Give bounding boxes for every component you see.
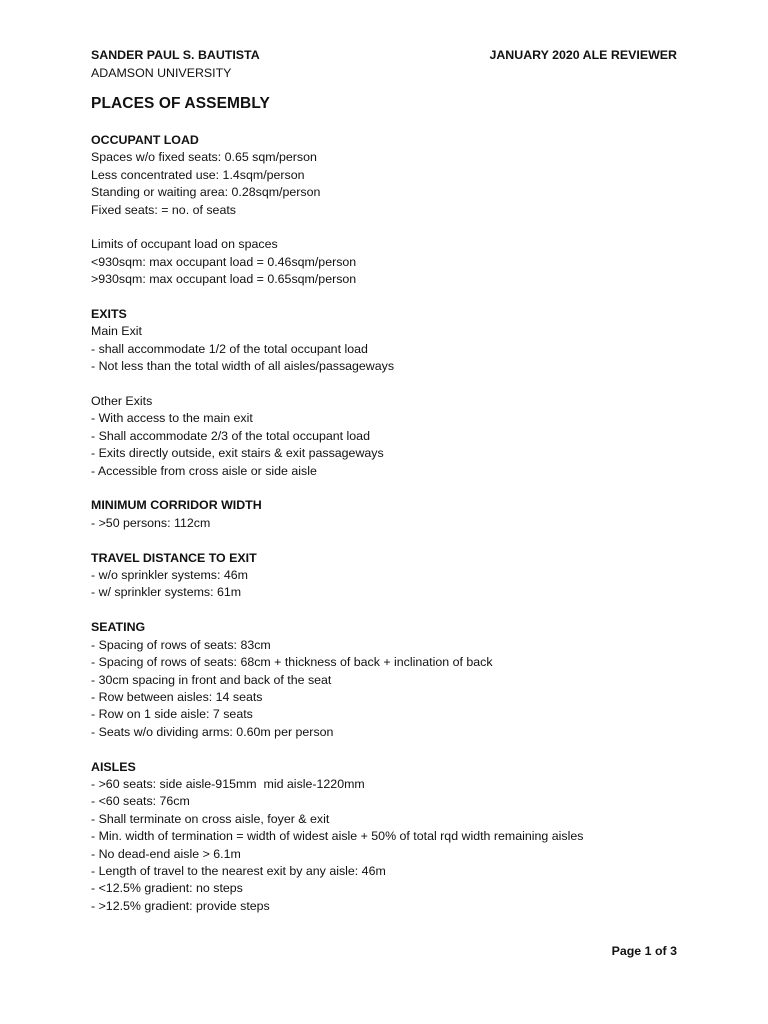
- page-number: Page 1 of 3: [611, 944, 677, 958]
- text-line: - Not less than the total width of all aisles/passageways: [91, 359, 395, 374]
- text-line: - Seats w/o dividing arms: 0.60m per person: [91, 724, 334, 739]
- text-line: Standing or waiting area: 0.28sqm/person: [91, 185, 321, 200]
- text-line: - Row between aisles: 14 seats: [91, 689, 263, 704]
- text-line: - Spacing of rows of seats: 68cm + thickness of back + inclination of back: [91, 655, 493, 670]
- text-line: - 30cm spacing in front and back of the seat: [91, 672, 332, 687]
- text-line: Spaces w/o fixed seats: 0.65 sqm/person: [91, 150, 317, 165]
- section-heading: SEATING: [91, 620, 146, 635]
- text-line: - >60 seats: side aisle-915mm mid aisle-1220mm: [91, 776, 365, 791]
- text-line: - w/o sprinkler systems: 46m: [91, 568, 248, 583]
- section-heading: AISLES: [91, 759, 136, 774]
- text-line: - Shall accommodate 2/3 of the total occupant load: [91, 428, 370, 443]
- text-line: Main Exit: [91, 324, 142, 339]
- text-line: - <12.5% gradient: no steps: [91, 881, 243, 896]
- section: [91, 306, 691, 376]
- section-heading: MINIMUM CORRIDOR WIDTH: [91, 498, 262, 513]
- section-heading: OCCUPANT LOAD: [91, 133, 199, 147]
- document-body: [91, 132, 691, 933]
- section: [91, 759, 691, 916]
- text-line: - Min. width of termination = width of widest aisle + 50% of total rqd width remaining aisles: [91, 829, 584, 844]
- text-line: Fixed seats: = no. of seats: [91, 202, 236, 217]
- text-line: - Shall terminate on cross aisle, foyer & exit: [91, 811, 330, 826]
- section-heading: TRAVEL DISTANCE TO EXIT: [91, 550, 257, 565]
- header-left: [91, 47, 260, 82]
- text-line: - Row on 1 side aisle: 7 seats: [91, 707, 253, 722]
- text-line: Less concentrated use: 1.4sqm/person: [91, 167, 305, 182]
- document-label: JANUARY 2020 ALE REVIEWER: [489, 48, 677, 62]
- text-line: - Accessible from cross aisle or side aisle: [91, 463, 317, 478]
- section-heading: EXITS: [91, 307, 127, 322]
- text-line: <930sqm: max occupant load = 0.46sqm/person: [91, 254, 357, 269]
- text-line: - shall accommodate 1/2 of the total occupant load: [91, 341, 368, 356]
- section: [91, 132, 691, 219]
- text-line: - Spacing of rows of seats: 83cm: [91, 637, 271, 652]
- author-name: SANDER PAUL S. BAUTISTA: [91, 48, 260, 62]
- school-name: ADAMSON UNIVERSITY: [91, 65, 232, 80]
- page-title: PLACES OF ASSEMBLY: [91, 95, 270, 112]
- section: [91, 393, 691, 480]
- text-line: - No dead-end aisle > 6.1m: [91, 846, 241, 861]
- text-line: - Exits directly outside, exit stairs & exit passageways: [91, 446, 384, 461]
- section: [91, 236, 691, 288]
- text-line: - <60 seats: 76cm: [91, 794, 190, 809]
- text-line: >930sqm: max occupant load = 0.65sqm/person: [91, 272, 357, 287]
- text-line: Other Exits: [91, 394, 153, 409]
- section: [91, 497, 691, 532]
- text-line: - >50 persons: 112cm: [91, 515, 211, 530]
- section: [91, 550, 691, 602]
- text-line: - Length of travel to the nearest exit by any aisle: 46m: [91, 863, 386, 878]
- text-line: - With access to the main exit: [91, 411, 253, 426]
- text-line: - >12.5% gradient: provide steps: [91, 898, 270, 913]
- section: [91, 619, 691, 741]
- text-line: Limits of occupant load on spaces: [91, 237, 278, 252]
- text-line: - w/ sprinkler systems: 61m: [91, 585, 242, 600]
